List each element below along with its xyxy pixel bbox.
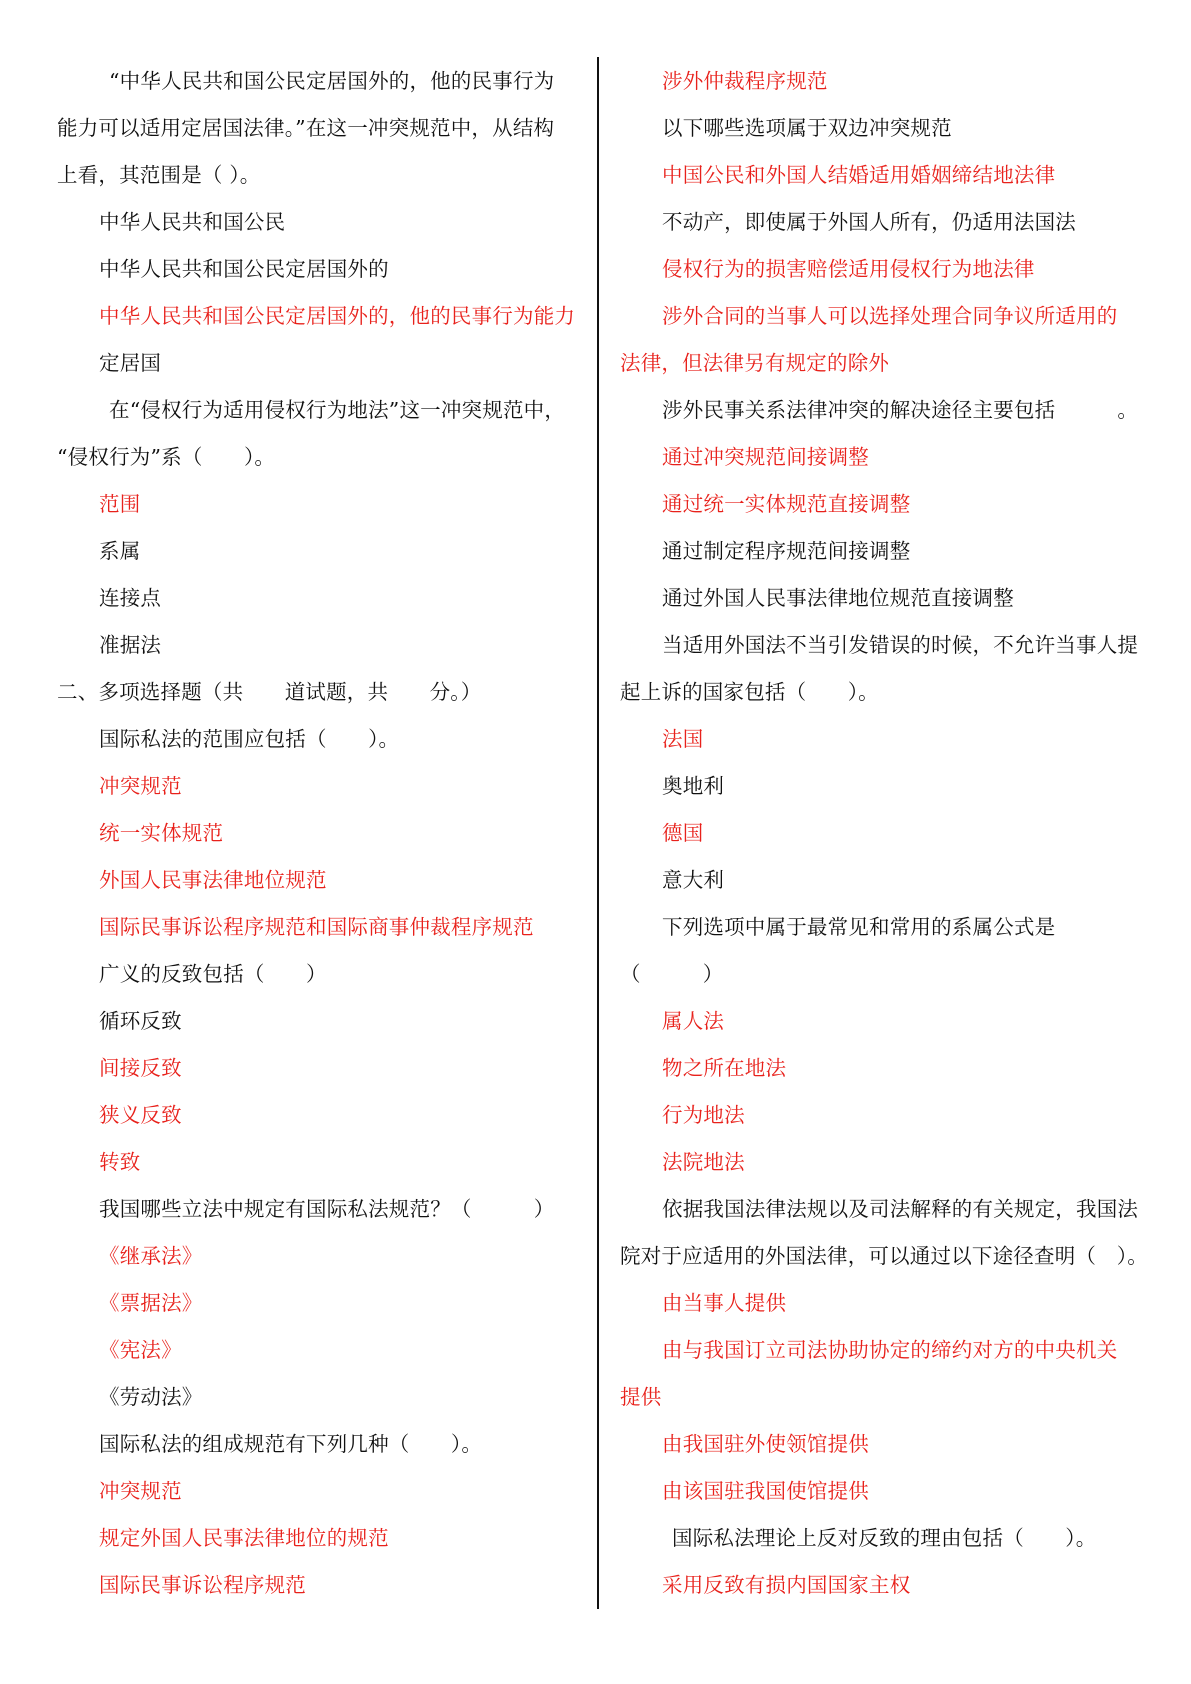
answer-option-line: 属人法: [662, 1009, 725, 1033]
answer-option-line: 涉外合同的当事人可以选择处理合同争议所适用的: [662, 304, 1118, 328]
question-text-line: 循环反致: [99, 1009, 182, 1033]
question-text-line: 意大利: [662, 868, 725, 892]
answer-option-line: 行为地法: [662, 1103, 745, 1127]
question-text-line: 国际私法的组成规范有下列几种（ ）。: [99, 1432, 483, 1456]
question-text-line: 二、多项选择题（共 道试题，共 分。）: [57, 680, 482, 704]
question-text-line: 《劳动法》: [99, 1385, 203, 1409]
answer-option-line: 侵权行为的损害赔偿适用侵权行为地法律: [662, 257, 1035, 281]
answer-option-line: 采用反致有损内国国家主权: [662, 1573, 911, 1597]
question-text-line: （ ）: [620, 962, 724, 986]
answer-option-line: 外国人民事法律地位规范: [99, 868, 327, 892]
question-text-line: 国际私法理论上反对反致的理由包括（ ）。: [672, 1526, 1097, 1550]
question-text-line: 通过制定程序规范间接调整: [662, 539, 911, 563]
answer-option-line: 规定外国人民事法律地位的规范: [99, 1526, 389, 1550]
answer-option-line: 法国: [662, 727, 704, 751]
question-text-line: 定居国: [99, 351, 162, 375]
question-text-line: 国际私法的范围应包括（ ）。: [99, 727, 400, 751]
answer-option-line: 通过统一实体规范直接调整: [662, 492, 911, 516]
question-text-line: “侵权行为”系（ ）。: [57, 445, 276, 469]
question-text-line: 依据我国法律法规以及司法解释的有关规定，我国法: [662, 1197, 1139, 1221]
question-text-line: 能力可以适用定居国法律。”在这一冲突规范中，从结构: [57, 116, 555, 140]
answer-option-line: 提供: [620, 1385, 662, 1409]
question-text-line: 奥地利: [662, 774, 725, 798]
answer-option-line: 狭义反致: [99, 1103, 182, 1127]
answer-option-line: 通过冲突规范间接调整: [662, 445, 869, 469]
answer-option-line: 法院地法: [662, 1150, 745, 1174]
question-text-line: 系属: [99, 539, 141, 563]
answer-option-line: 《票据法》: [99, 1291, 203, 1315]
answer-option-line: 德国: [662, 821, 704, 845]
answer-option-line: 由当事人提供: [662, 1291, 787, 1315]
question-text-line: 中华人民共和国公民: [99, 210, 286, 234]
answer-option-line: 中华人民共和国公民定居国外的，他的民事行为能力: [99, 304, 576, 328]
question-text-line: 通过外国人民事法律地位规范直接调整: [662, 586, 1014, 610]
answer-option-line: 中国公民和外国人结婚适用婚姻缔结地法律: [662, 163, 1056, 187]
question-text-line: 我国哪些立法中规定有国际私法规范？（ ）: [99, 1197, 555, 1221]
answer-option-line: 国际民事诉讼程序规范: [99, 1573, 306, 1597]
answer-option-line: 由我国驻外使领馆提供: [662, 1432, 869, 1456]
question-text-line: 当适用外国法不当引发错误的时候，不允许当事人提: [662, 633, 1139, 657]
question-text-line: 准据法: [99, 633, 162, 657]
answer-option-line: 物之所在地法: [662, 1056, 787, 1080]
answer-option-line: 间接反致: [99, 1056, 182, 1080]
question-text-line: 在“侵权行为适用侵权行为地法”这一冲突规范中，: [109, 398, 566, 422]
answer-option-line: 冲突规范: [99, 1479, 182, 1503]
right-column: [620, 58, 1148, 1609]
question-text-line: 以下哪些选项属于双边冲突规范: [662, 116, 952, 140]
question-text-line: 中华人民共和国公民定居国外的: [99, 257, 389, 281]
answer-option-line: 由该国驻我国使馆提供: [662, 1479, 869, 1503]
question-text-line: “中华人民共和国公民定居国外的，他的民事行为: [109, 69, 555, 93]
answer-option-line: 统一实体规范: [99, 821, 224, 845]
answer-option-line: 法律，但法律另有规定的除外: [620, 351, 890, 375]
answer-option-line: 《宪法》: [99, 1338, 182, 1362]
question-text-line: 涉外民事关系法律冲突的解决途径主要包括 。: [662, 398, 1139, 422]
answer-option-line: 由与我国订立司法协助协定的缔约对方的中央机关: [662, 1338, 1118, 1362]
question-text-line: 广义的反致包括（ ）: [99, 962, 327, 986]
column-divider: [597, 57, 599, 1609]
question-text-line: 下列选项中属于最常见和常用的系属公式是: [662, 915, 1056, 939]
answer-option-line: 涉外仲裁程序规范: [662, 69, 828, 93]
answer-option-line: 范围: [99, 492, 141, 516]
left-column: [57, 58, 577, 1609]
question-text-line: 连接点: [99, 586, 162, 610]
question-text-line: 起上诉的国家包括（ ）。: [620, 680, 879, 704]
question-text-line: 上看，其范围是（ ）。: [57, 163, 261, 187]
answer-option-line: 冲突规范: [99, 774, 182, 798]
answer-option-line: 国际民事诉讼程序规范和国际商事仲裁程序规范: [99, 915, 534, 939]
answer-option-line: 《继承法》: [99, 1244, 203, 1268]
answer-option-line: 转致: [99, 1150, 141, 1174]
question-text-line: 不动产，即使属于外国人所有，仍适用法国法: [662, 210, 1076, 234]
question-text-line: 院对于应适用的外国法律，可以通过以下途径查明（ ）。: [620, 1244, 1148, 1268]
